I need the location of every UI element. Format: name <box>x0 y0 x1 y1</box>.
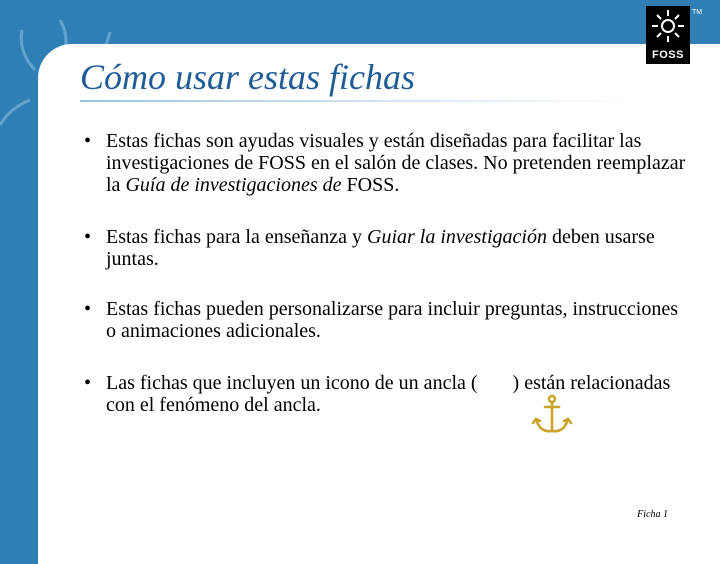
bullet-text: Las fichas que incluyen un icono de un ancla ( ) están relacionadas con el fenómeno del ancla. <box>106 372 676 416</box>
trademark-mark: TM <box>692 9 703 16</box>
bullet-text: Estas fichas son ayudas visuales y están diseñadas para facilitar las investigaciones de FOSS en el salón de clases. No pretenden reemplazar la Guía de investigaciones de FOSS. <box>106 130 686 196</box>
bullet-text: Estas fichas pueden personalizarse para incluir preguntas, instrucciones o animaciones adicionales. <box>106 298 679 342</box>
slide-title: Cómo usar estas fichas <box>80 57 416 97</box>
sun-icon <box>646 6 690 46</box>
title-underline <box>80 100 640 102</box>
bullet-dot: • <box>84 372 92 394</box>
slide-number: Ficha 1 <box>637 509 668 520</box>
bullet-dot: • <box>84 226 92 248</box>
bullet-dot: • <box>84 298 92 320</box>
anchor-icon <box>530 393 574 437</box>
bullet-dot: • <box>84 130 92 152</box>
bullet-text: Estas fichas para la enseñanza y Guiar la investigación deben usarse juntas. <box>106 226 655 270</box>
foss-logo <box>646 6 690 64</box>
logo-text: FOSS <box>652 49 684 61</box>
